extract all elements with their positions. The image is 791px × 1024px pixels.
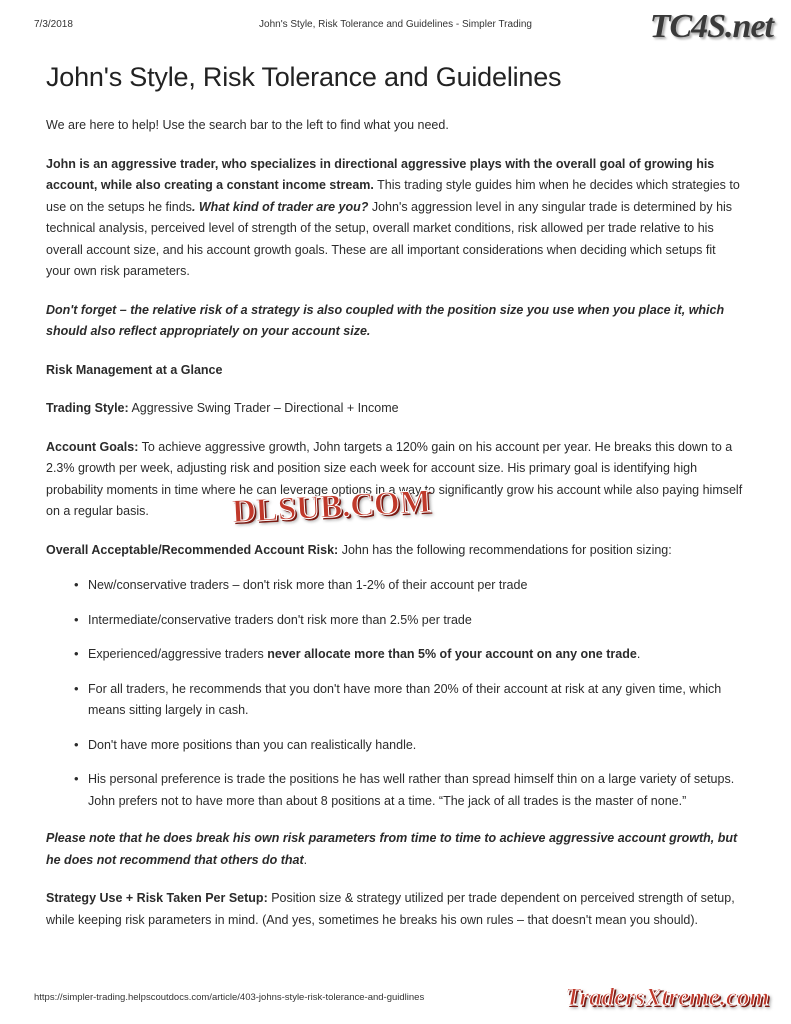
watermark-tradersxtreme: TradersXtreme.com [565,984,769,1011]
heading-risk-management [46,360,743,382]
list-item-text-before: New/conservative traders – don't risk more than 1-2% of their account per trade [88,578,528,592]
paragraph-trader-style-tail: John's aggression level in any singular trade is determined by his technical analysis, perceived level of strength of the setup, overall market conditions, risk allowed per trade relative to his overall account size, and his account growth goals. These are all important considerations when deciding which setups fit your own risk parameters. [46,199,733,278]
list-item-text-before: For all traders, he recommends that you don't have more than 20% of their account at risk at any given time, which means sitting largely in cash. [88,681,722,717]
trading-style-value: Aggressive Swing Trader – Directional + Income [128,401,399,415]
trading-style-label: Trading Style: [46,401,129,415]
risk-guidelines-list [46,575,743,812]
list-item-text-before: Don't have more positions than you can realistically handle. [88,737,417,752]
intro-paragraph: We are here to help! Use the search bar to the left to find what you need. [46,118,449,132]
list-item-text-bold: never allocate more than 5% of your account on any one trade [267,647,637,661]
paragraph-strategy-use [46,888,743,931]
paragraph-trader-style-rest: This trading style guides him when he decides which strategies to use on the setups he finds [46,178,740,214]
list-item-text-after: . [636,647,641,661]
list-item-text-before: His personal preference is trade the positions he has well rather than spread himself thin on a large variety of setups. John prefers not to have more than about 8 positions at a time. “The jack of all trades is the master of none.” [88,772,735,808]
list-item [74,644,743,666]
watermark-tc4s: TC4S.net [649,8,773,45]
list-item [74,735,743,757]
paragraph-dont-forget [46,300,743,343]
paragraph-trading-style [46,398,743,420]
heading-risk-management-text: Risk Management at a Glance [46,362,223,377]
list-item [74,769,743,812]
paragraph-overall-risk [46,540,743,562]
overall-risk-label: Overall Acceptable/Recommended Account Risk: [46,542,339,557]
list-item-text-before: Experienced/aggressive traders [88,647,268,661]
list-item [74,575,743,597]
please-note-text: Please note that he does break his own risk parameters from time to time to achieve aggressive account growth, but he does not recommend that others do that [46,831,738,867]
overall-risk-value: John has the following recommendations for position sizing: [338,542,672,557]
account-goals-label: Account Goals: [46,439,139,454]
please-note-tail: . [303,852,308,867]
paragraph-trader-style-question: . What kind of trader are you? [191,199,369,214]
header-title: John's Style, Risk Tolerance and Guidelines - Simpler Trading [259,19,532,30]
paragraph-trader-style [46,154,743,283]
paragraph-trader-style-bold: John is an aggressive trader, who specializes in directional aggressive plays with the overall goal of growing his account, while also creating a constant income stream. [46,156,715,192]
list-item [74,679,743,722]
paragraph-dont-forget-text: Don't forget – the relative risk of a strategy is also coupled with the position size you use when you place it, which should also reflect appropriately on your account size. [46,302,725,338]
paragraph-please-note [46,828,743,871]
header-date: 7/3/2018 [34,19,73,30]
account-goals-value: To achieve aggressive growth, John targets a 120% gain on his account per year. He breaks this down to a 2.3% growth per week, adjusting risk and position size each week for account size. His primary goal is identifying high probability moments in time where he can leverage options in a way to significantly grow his account while also paying himself on a regular basis. [46,439,743,518]
page-title: John's Style, Risk Tolerance and Guidelines [46,62,562,92]
watermark-dlsub: DLSUB.COM [231,483,432,531]
list-item-text-before: Intermediate/conservative traders don't risk more than 2.5% per trade [88,612,472,627]
strategy-use-value: Position size & strategy utilized per trade dependent on perceived strength of setup, while keeping risk parameters in mind. (And yes, sometimes he breaks his own rules – that doesn't mean you should). [46,891,735,927]
strategy-use-label: Strategy Use + Risk Taken Per Setup: [46,891,268,905]
footer-url[interactable]: https://simpler-trading.helpscoutdocs.com/article/403-johns-style-risk-tolerance-and-guidlines [34,992,425,1003]
list-item [74,610,743,632]
